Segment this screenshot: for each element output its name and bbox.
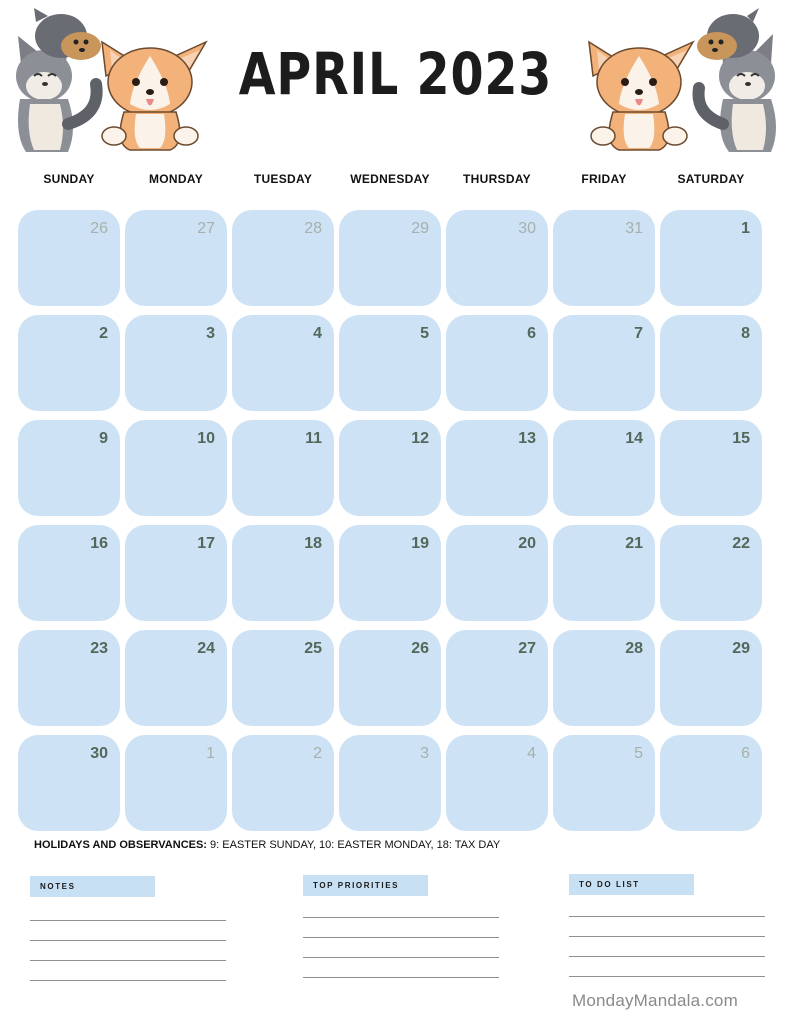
- day-number: 25: [304, 640, 322, 657]
- yorkie-dog-icon: [34, 8, 101, 60]
- calendar-day-cell: [232, 315, 334, 411]
- calendar-day-cell: [232, 630, 334, 726]
- day-number: 28: [625, 640, 643, 657]
- day-number: 21: [625, 535, 643, 552]
- priorities-line: [303, 977, 499, 978]
- day-number: 29: [411, 220, 429, 237]
- day-number: 14: [625, 430, 643, 447]
- day-number: 2: [99, 325, 108, 342]
- calendar-day-cell: [553, 315, 655, 411]
- calendar-day-cell: [232, 420, 334, 516]
- calendar-day-cell: [18, 735, 120, 831]
- calendar-day-cell-outside-month: [125, 210, 227, 306]
- to-do-list-section: [569, 874, 765, 984]
- calendar-day-cell-outside-month: [339, 735, 441, 831]
- day-number: 30: [518, 220, 536, 237]
- calendar-day-cell: [232, 525, 334, 621]
- day-number: 15: [732, 430, 750, 447]
- calendar-day-cell: [553, 630, 655, 726]
- day-number: 2: [313, 745, 322, 762]
- day-number: 27: [197, 220, 215, 237]
- calendar-day-cell: [553, 525, 655, 621]
- yorkie-dog-icon: [697, 8, 759, 60]
- day-number: 19: [411, 535, 429, 552]
- calendar-day-cell: [660, 630, 762, 726]
- todo-line: [569, 956, 765, 957]
- calendar-day-cell-outside-month: [446, 210, 548, 306]
- calendar-grid: [18, 210, 766, 830]
- day-number: 10: [197, 430, 215, 447]
- weekday-header-row: [18, 172, 766, 188]
- calendar-day-cell-outside-month: [232, 735, 334, 831]
- notes-section: [30, 876, 226, 986]
- notes-line: [30, 960, 226, 961]
- calendar-day-cell: [125, 420, 227, 516]
- day-number: 1: [206, 745, 215, 762]
- calendar-day-cell: [339, 525, 441, 621]
- priorities-line: [303, 937, 499, 938]
- calendar-day-cell: [446, 630, 548, 726]
- dogs-illustration-right: [583, 4, 785, 156]
- todo-line: [569, 916, 765, 917]
- weekday-sunday: SUNDAY: [43, 172, 95, 186]
- day-number: 24: [197, 640, 215, 657]
- holidays-text: 9: EASTER SUNDAY, 10: EASTER MONDAY, 18: TAX DAY: [206, 839, 501, 851]
- calendar-day-cell: [339, 420, 441, 516]
- day-number: 5: [420, 325, 429, 342]
- weekday-saturday: SATURDAY: [677, 172, 745, 186]
- site-watermark: MondayMandala.com: [572, 991, 738, 1010]
- calendar-day-cell: [18, 630, 120, 726]
- day-number: 17: [197, 535, 215, 552]
- calendar-day-cell-outside-month: [232, 210, 334, 306]
- calendar-day-cell: [125, 525, 227, 621]
- todo-line: [569, 936, 765, 937]
- holidays-line: [34, 839, 500, 851]
- calendar-day-cell: [553, 420, 655, 516]
- day-number: 11: [305, 430, 322, 447]
- calendar-day-cell-outside-month: [660, 735, 762, 831]
- day-number: 4: [527, 745, 536, 762]
- notes-label: NOTES: [30, 876, 155, 897]
- calendar-day-cell: [18, 315, 120, 411]
- day-number: 6: [741, 745, 750, 762]
- day-number: 29: [732, 640, 750, 657]
- calendar-day-cell-outside-month: [553, 210, 655, 306]
- day-number: 26: [90, 220, 108, 237]
- weekday-wednesday: WEDNESDAY: [350, 172, 430, 186]
- dogs-illustration-left: [6, 4, 211, 156]
- day-number: 26: [411, 640, 429, 657]
- calendar-day-cell: [446, 315, 548, 411]
- weekday-thursday: THURSDAY: [463, 172, 531, 186]
- day-number: 13: [518, 430, 536, 447]
- calendar-day-cell-outside-month: [553, 735, 655, 831]
- day-number: 6: [527, 325, 536, 342]
- notes-line: [30, 920, 226, 921]
- top-priorities-section: [303, 875, 499, 985]
- priorities-line: [303, 917, 499, 918]
- notes-line: [30, 940, 226, 941]
- weekday-friday: FRIDAY: [581, 172, 627, 186]
- day-number: 4: [313, 325, 322, 342]
- calendar-day-cell: [446, 420, 548, 516]
- day-number: 9: [99, 430, 108, 447]
- day-number: 3: [420, 745, 429, 762]
- day-number: 18: [304, 535, 322, 552]
- holidays-label: HOLIDAYS AND OBSERVANCES:: [34, 839, 207, 851]
- day-number: 23: [90, 640, 108, 657]
- day-number: 8: [741, 325, 750, 342]
- corgi-dog-icon: [589, 42, 693, 150]
- calendar-day-cell-outside-month: [18, 210, 120, 306]
- top-priorities-label: TOP PRIORITIES: [303, 875, 428, 896]
- day-number: 27: [518, 640, 536, 657]
- calendar-day-cell: [18, 525, 120, 621]
- calendar-day-cell-outside-month: [125, 735, 227, 831]
- calendar-day-cell: [339, 315, 441, 411]
- priorities-line: [303, 957, 499, 958]
- calendar-day-cell: [660, 420, 762, 516]
- todo-line: [569, 976, 765, 977]
- calendar-day-cell: [446, 525, 548, 621]
- day-number: 20: [518, 535, 536, 552]
- notes-line: [30, 980, 226, 981]
- day-number: 16: [90, 535, 108, 552]
- calendar-day-cell: [339, 630, 441, 726]
- corgi-dog-icon: [102, 42, 206, 150]
- weekday-monday: MONDAY: [148, 172, 204, 186]
- calendar-title: APRIL 2023: [238, 40, 553, 108]
- day-number: 5: [634, 745, 643, 762]
- day-number: 31: [625, 220, 643, 237]
- weekday-tuesday: TUESDAY: [253, 172, 313, 186]
- calendar-day-cell: [18, 420, 120, 516]
- day-number: 3: [206, 325, 215, 342]
- calendar-day-cell: [660, 210, 762, 306]
- day-number: 7: [634, 325, 643, 342]
- calendar-day-cell: [125, 630, 227, 726]
- calendar-day-cell: [125, 315, 227, 411]
- day-number: 30: [90, 745, 108, 762]
- to-do-list-label: TO DO LIST: [569, 874, 694, 895]
- calendar-day-cell: [660, 525, 762, 621]
- day-number: 22: [732, 535, 750, 552]
- calendar-day-cell: [660, 315, 762, 411]
- day-number: 28: [304, 220, 322, 237]
- calendar-day-cell-outside-month: [339, 210, 441, 306]
- day-number: 1: [741, 220, 750, 237]
- calendar-day-cell-outside-month: [446, 735, 548, 831]
- day-number: 12: [411, 430, 429, 447]
